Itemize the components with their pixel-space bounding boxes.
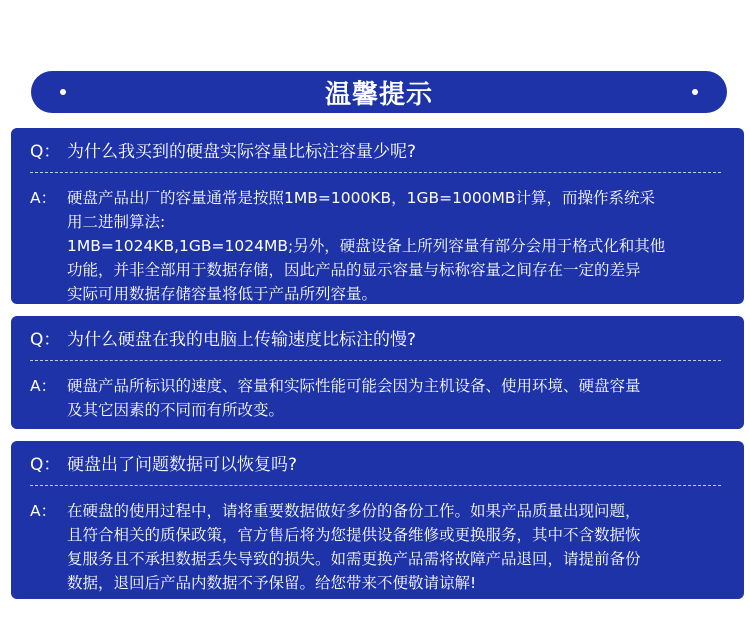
- faq-answer-row: [30, 499, 730, 595]
- banner-dot-right: [692, 89, 698, 95]
- answer-marker: A：: [30, 189, 57, 207]
- faq-card-data-recovery: [11, 441, 744, 599]
- banner-dot-left: [60, 89, 66, 95]
- faq-question-row: [30, 140, 725, 164]
- question-marker: Q：: [30, 142, 61, 162]
- faq-answer-row: [30, 374, 730, 422]
- faq-question-row: [30, 453, 725, 477]
- answer-marker: A：: [30, 377, 57, 395]
- faq-answer: [67, 374, 730, 422]
- question-marker: Q：: [30, 455, 61, 475]
- answer-line: 功能，并非全部用于数据存储，因此产品的显示容量与标称容量之间存在一定的差异: [67, 261, 641, 279]
- faq-answer-row: [30, 186, 730, 306]
- answer-line: 硬盘产品所标识的速度、容量和实际性能可能会因为主机设备、使用环境、硬盘容量: [67, 377, 641, 395]
- answer-line: 且符合相关的质保政策，官方售后将为您提供设备维修或更换服务，其中不含数据恢: [67, 526, 641, 544]
- answer-line: 复服务且不承担数据丢失导致的损失。如需更换产品需将故障产品退回，请提前备份: [67, 550, 641, 568]
- faq-answer: [67, 499, 730, 595]
- dashed-divider: [30, 485, 721, 486]
- answer-line: 硬盘产品出厂的容量通常是按照1MB=1000KB，1GB=1000MB计算，而操作系统采: [67, 189, 656, 207]
- page-title: 温馨提示: [324, 79, 433, 110]
- tips-banner: [31, 71, 727, 113]
- answer-line: 实际可用数据存储容量将低于产品所列容量。: [67, 285, 378, 303]
- faq-question: 为什么硬盘在我的电脑上传输速度比标注的慢?: [67, 330, 417, 350]
- faq-question: 硬盘出了问题数据可以恢复吗?: [67, 455, 298, 475]
- answer-line: 用二进制算法:: [67, 213, 166, 231]
- faq-card-speed: [11, 316, 744, 429]
- answer-line: 及其它因素的不同而有所改变。: [67, 401, 285, 419]
- faq-question-row: [30, 328, 725, 352]
- faq-card-capacity: [11, 128, 744, 304]
- answer-line: 数据，退回后产品内数据不予保留。给您带来不便敬请谅解!: [67, 574, 477, 592]
- faq-answer: [67, 186, 730, 306]
- answer-line: 1MB=1024KB,1GB=1024MB;另外，硬盘设备上所列容量有部分会用于格式化和其他: [67, 237, 666, 255]
- dashed-divider: [30, 360, 721, 361]
- answer-marker: A：: [30, 502, 57, 520]
- answer-line: 在硬盘的使用过程中，请将重要数据做好多份的备份工作。如果产品质量出现问题，: [67, 502, 641, 520]
- question-marker: Q：: [30, 330, 61, 350]
- faq-question: 为什么我买到的硬盘实际容量比标注容量少呢?: [67, 142, 417, 162]
- dashed-divider: [30, 172, 721, 173]
